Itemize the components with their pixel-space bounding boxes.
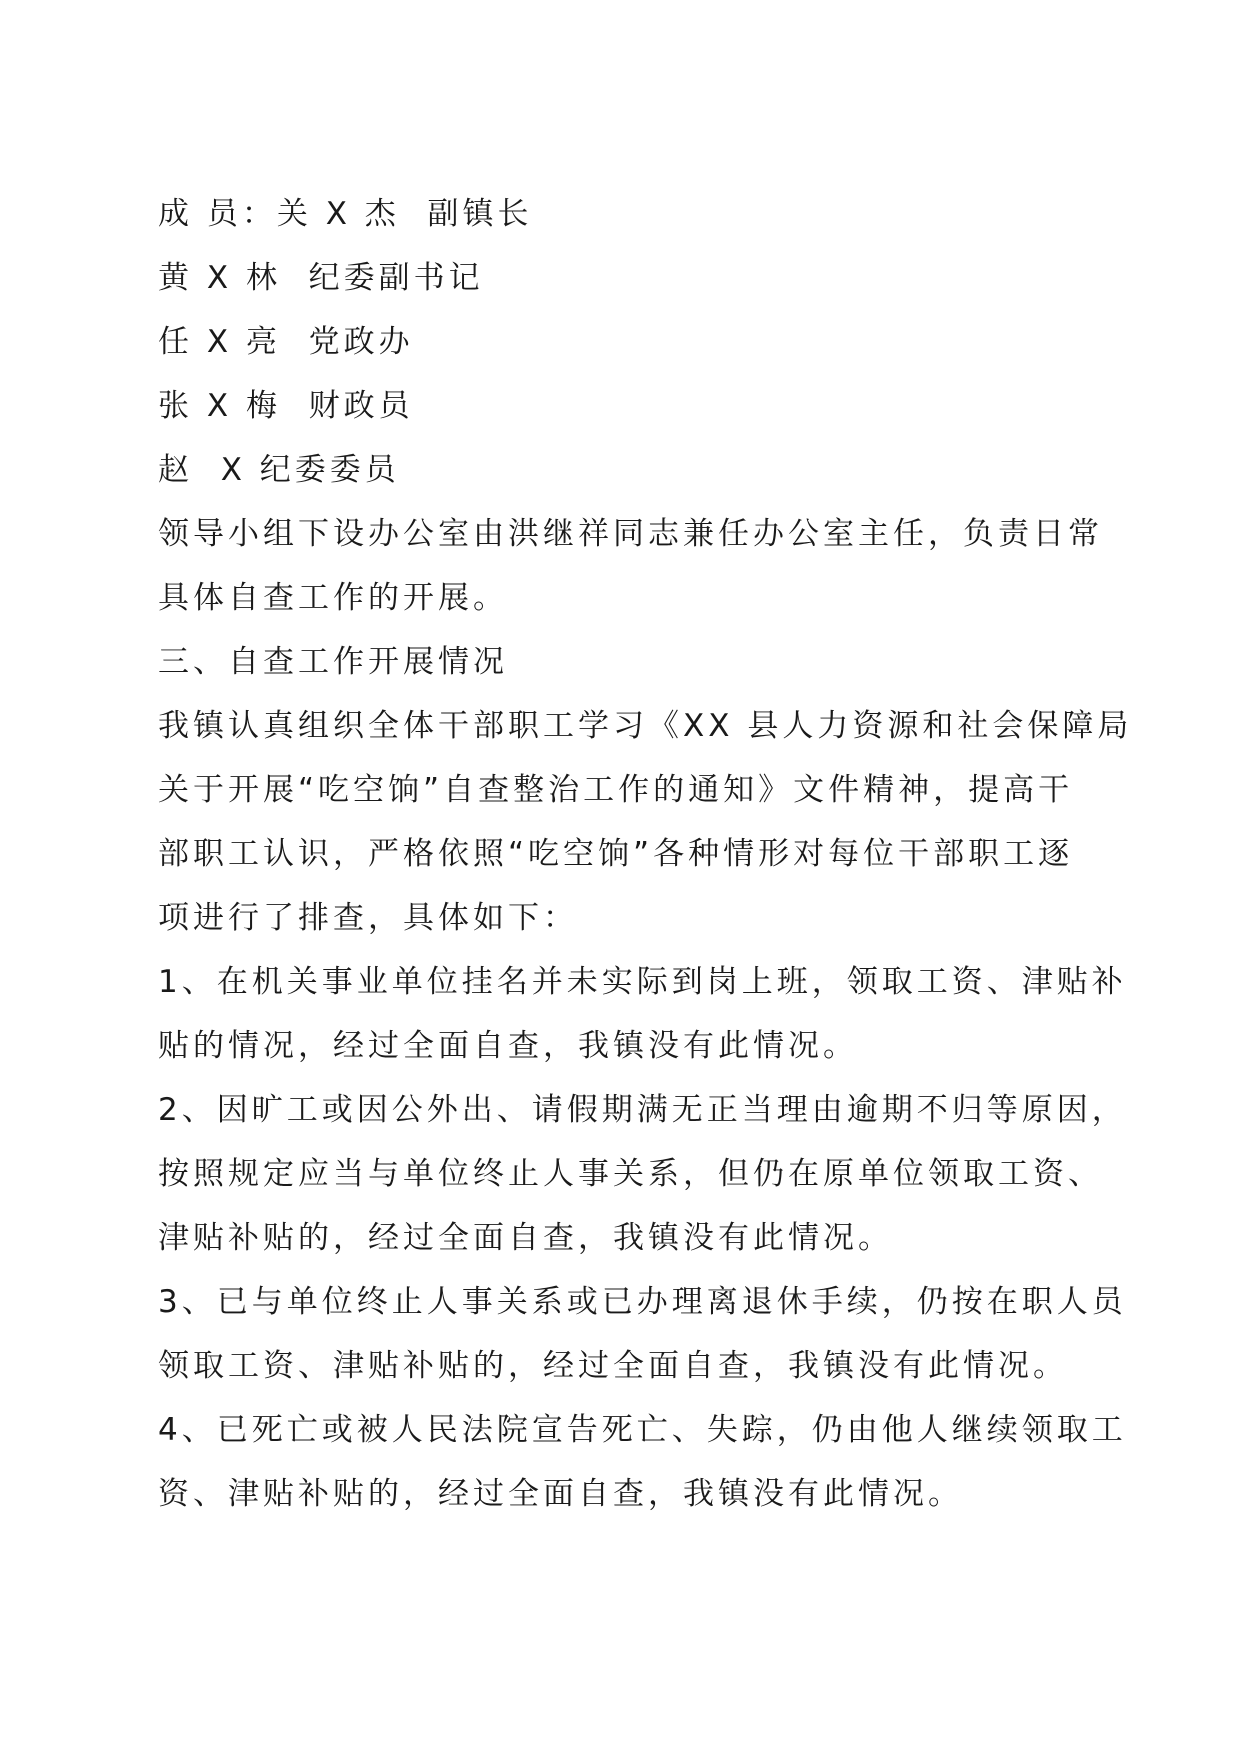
member-line: 赵 X 纪委委员: [158, 452, 400, 488]
paragraph-line: 具体自查工作的开展。: [158, 580, 508, 616]
paragraph-line: 按照规定应当与单位终止人事关系，但仍在原单位领取工资、: [158, 1156, 1103, 1192]
paragraph-line: 资、津贴补贴的，经过全面自查，我镇没有此情况。: [158, 1476, 963, 1512]
item-3: [158, 1270, 1127, 1398]
paragraph-line: 4、已死亡或被人民法院宣告死亡、失踪，仍由他人继续领取工: [158, 1412, 1127, 1448]
intro-paragraph: [158, 694, 1133, 950]
paragraph-line: 领取工资、津贴补贴的，经过全面自查，我镇没有此情况。: [158, 1348, 1068, 1384]
member-line: 张 X 梅 财政员: [158, 388, 414, 424]
document-page: [158, 182, 1133, 1526]
paragraph-line: 津贴补贴的，经过全面自查，我镇没有此情况。: [158, 1220, 893, 1256]
paragraph-line: 关于开展“吃空饷”自查整治工作的通知》文件精神，提高干: [158, 772, 1074, 808]
member-line-leader: 成 员：关 X 杰 副镇长: [158, 196, 533, 232]
members-list: [158, 182, 1088, 502]
paragraph-line: 2、因旷工或因公外出、请假期满无正当理由逾期不归等原因，: [158, 1092, 1127, 1128]
paragraph-line: 领导小组下设办公室由洪继祥同志兼任办公室主任，负责日常: [158, 516, 1103, 552]
member-line: 黄 X 林 纪委副书记: [158, 260, 484, 296]
paragraph-line: 项进行了排查，具体如下：: [158, 900, 578, 936]
member-line: 任 X 亮 党政办: [158, 324, 414, 360]
office-note: [158, 502, 1103, 630]
paragraph-line: 3、已与单位终止人事关系或已办理离退休手续，仍按在职人员: [158, 1284, 1127, 1320]
item-4: [158, 1398, 1127, 1526]
paragraph-line: 1、在机关事业单位挂名并未实际到岗上班，领取工资、津贴补: [158, 964, 1127, 1000]
item-1: [158, 950, 1127, 1078]
paragraph-line: 我镇认真组织全体干部职工学习《XX 县人力资源和社会保障局: [158, 708, 1133, 744]
paragraph-line: 贴的情况，经过全面自查，我镇没有此情况。: [158, 1028, 858, 1064]
paragraph-line: 部职工认识，严格依照“吃空饷”各种情形对每位干部职工逐: [158, 836, 1074, 872]
section-heading: 三、自查工作开展情况: [158, 644, 508, 680]
item-2: [158, 1078, 1127, 1270]
